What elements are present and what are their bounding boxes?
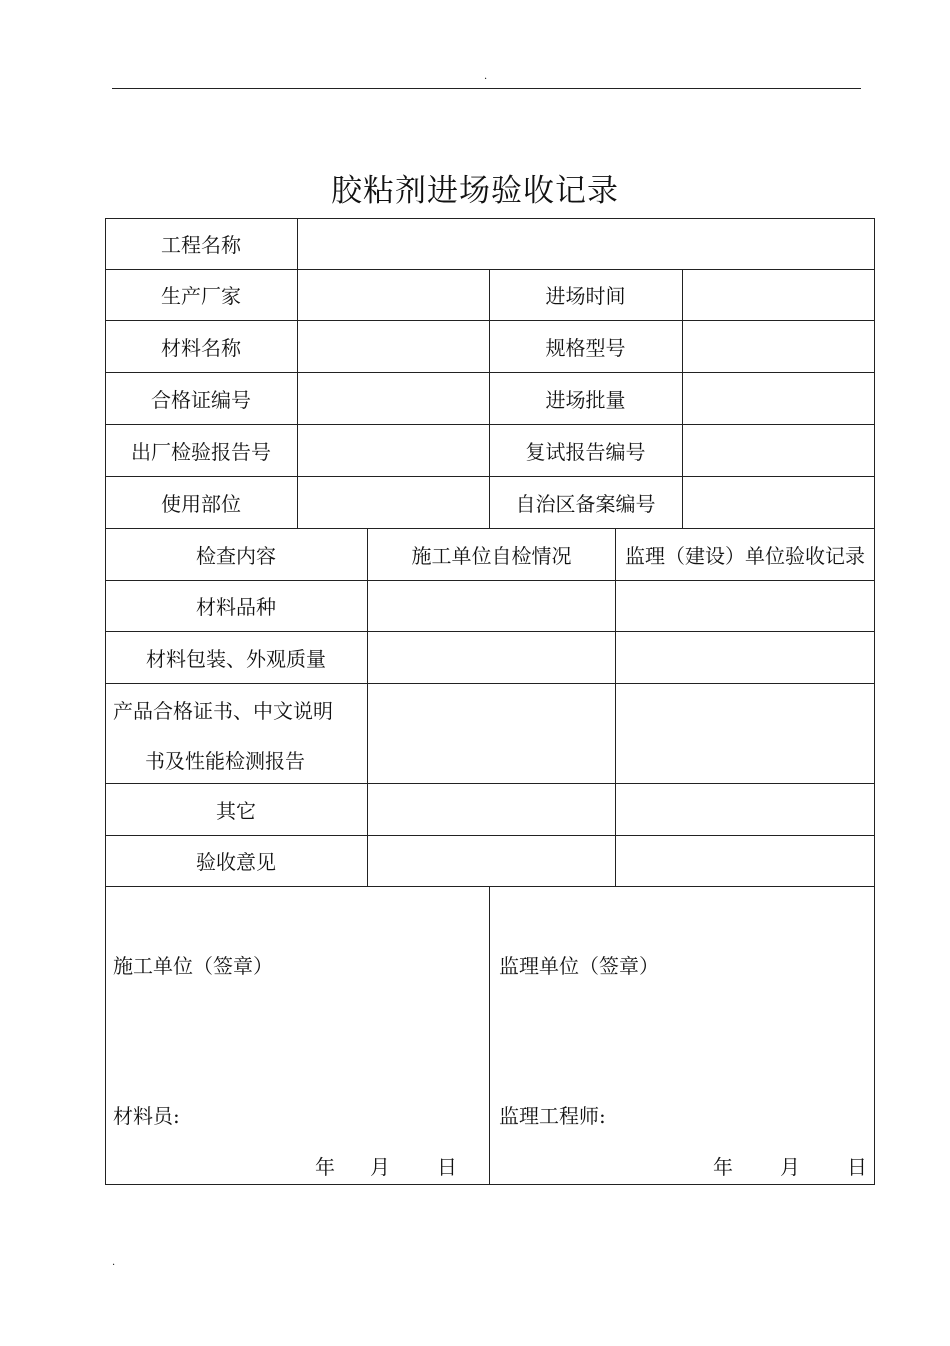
label-certificate-no: 合格证编号: [151, 387, 251, 412]
label-usage-location: 使用部位: [161, 491, 241, 516]
field-usage-location[interactable]: [298, 476, 489, 528]
row-divider: [105, 886, 875, 887]
label-entry-time: 进场时间: [545, 284, 626, 308]
label-material-name: 材料名称: [161, 335, 241, 360]
field-entry-batch[interactable]: [683, 372, 874, 424]
check-label-certificate-line1: 产品合格证书、中文说明: [113, 699, 333, 723]
field-self-check[interactable]: [368, 580, 615, 631]
date-year-label: 年: [315, 1155, 335, 1179]
check-label-certificate-line2: 书及性能检测报告: [145, 749, 305, 773]
label-factory-report-no: 出厂检验报告号: [131, 439, 271, 464]
check-label-material-variety: 材料品种: [196, 595, 276, 619]
date-year-label: 年: [713, 1155, 733, 1179]
field-self-check[interactable]: [368, 631, 615, 683]
field-material-name[interactable]: [298, 320, 489, 372]
check-label-packaging-appearance: 材料包装、外观质量: [146, 646, 326, 671]
field-manufacturer[interactable]: [298, 269, 489, 320]
field-self-check[interactable]: [368, 835, 615, 886]
form-border-right: [874, 218, 875, 1185]
date-day-label: 日: [847, 1155, 867, 1179]
supervising-engineer-label: 监理工程师:: [499, 1104, 606, 1128]
field-entry-time[interactable]: [683, 269, 874, 320]
col-divider: [489, 886, 490, 1184]
field-filing-no[interactable]: [683, 476, 874, 528]
field-project-name[interactable]: [298, 218, 874, 269]
form-border-bottom: [105, 1184, 875, 1185]
field-spec-model[interactable]: [683, 320, 874, 372]
label-entry-batch: 进场批量: [545, 387, 626, 412]
supervision-unit-seal-label: 监理单位（签章）: [499, 954, 659, 978]
document-title: 胶粘剂进场验收记录: [331, 173, 619, 209]
field-supervision-record[interactable]: [616, 783, 874, 835]
label-retest-report-no: 复试报告编号: [525, 439, 646, 464]
field-self-check[interactable]: [368, 683, 615, 783]
check-label-acceptance-opinion: 验收意见: [196, 850, 276, 874]
header-mark: .: [484, 71, 488, 82]
header-rule: [112, 88, 861, 89]
date-month-label: 月: [780, 1155, 800, 1179]
field-supervision-record[interactable]: [616, 683, 874, 783]
footer-mark: .: [112, 1257, 116, 1268]
field-certificate-no[interactable]: [298, 372, 489, 424]
check-label-other: 其它: [216, 798, 256, 823]
construction-unit-seal-label: 施工单位（签章）: [113, 954, 273, 978]
field-supervision-record[interactable]: [616, 631, 874, 683]
label-spec-model: 规格型号: [545, 335, 626, 360]
label-filing-no: 自治区备案编号: [515, 491, 656, 516]
label-manufacturer: 生产厂家: [161, 284, 241, 308]
field-supervision-record[interactable]: [616, 835, 874, 886]
label-project-name: 工程名称: [161, 233, 241, 257]
field-retest-report-no[interactable]: [683, 424, 874, 476]
field-self-check[interactable]: [368, 783, 615, 835]
field-supervision-record[interactable]: [616, 580, 874, 631]
acceptance-form: [105, 218, 875, 1185]
material-clerk-label: 材料员:: [113, 1104, 180, 1128]
date-day-label: 日: [437, 1155, 457, 1179]
col-header-supervision-record: 监理（建设）单位验收记录: [625, 543, 865, 568]
date-month-label: 月: [370, 1155, 390, 1179]
field-factory-report-no[interactable]: [298, 424, 489, 476]
col-header-self-check: 施工单位自检情况: [411, 543, 572, 568]
col-header-check-content: 检查内容: [196, 543, 276, 568]
